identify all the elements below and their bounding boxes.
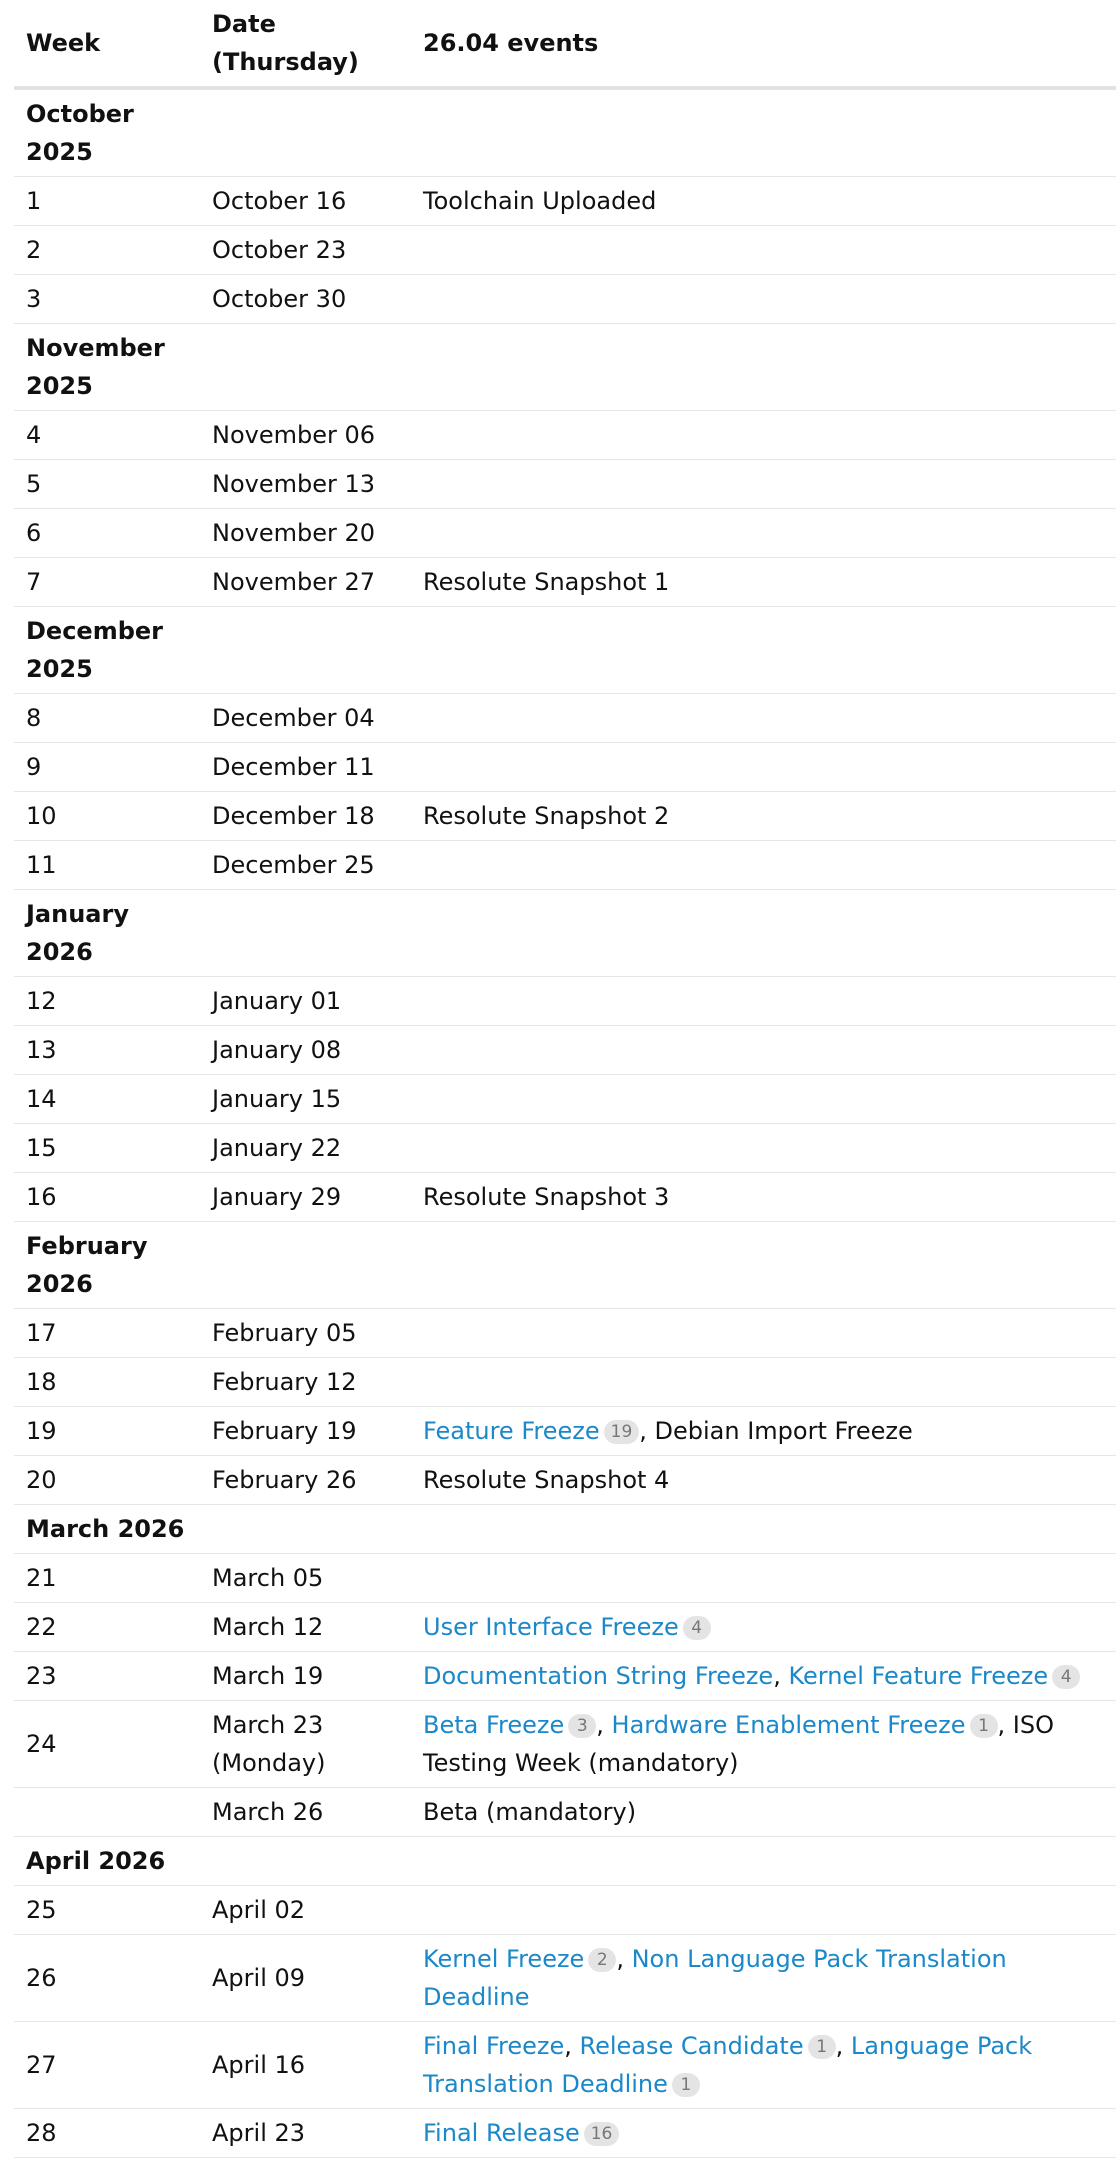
- week-number: 4: [26, 421, 42, 449]
- week-events: [411, 1075, 1116, 1124]
- event-link[interactable]: User Interface Freeze: [423, 1613, 679, 1641]
- table-row: [14, 792, 1116, 841]
- week-number: 16: [26, 1183, 57, 1211]
- week-number: 11: [26, 851, 57, 879]
- week-number: 15: [26, 1134, 57, 1162]
- table-row: [14, 1026, 1116, 1075]
- bug-count-badge: 1: [808, 2035, 836, 2059]
- week-events: [411, 460, 1116, 509]
- month-label: October 2025: [26, 100, 134, 166]
- bug-count-badge: 19: [604, 1420, 640, 1444]
- table-row: [14, 1554, 1116, 1603]
- table-row: [14, 226, 1116, 275]
- event-text: , Debian Import Freeze: [639, 1417, 913, 1445]
- event-link[interactable]: Feature Freeze: [423, 1417, 600, 1445]
- week-events: [411, 177, 1116, 226]
- table-row: [14, 1603, 1116, 1652]
- week-events: [411, 509, 1116, 558]
- week-number: 28: [26, 2119, 57, 2147]
- week-events: [411, 226, 1116, 275]
- table-row: [14, 1652, 1116, 1701]
- table-row: [14, 411, 1116, 460]
- month-row: [14, 88, 1116, 177]
- bug-count-badge: 1: [970, 1714, 998, 1738]
- week-date: March 23 (Monday): [212, 1711, 326, 1777]
- week-events: [411, 743, 1116, 792]
- week-number: 24: [26, 1730, 57, 1758]
- week-events: [411, 1603, 1116, 1652]
- table-row: [14, 1358, 1116, 1407]
- table-row: [14, 1309, 1116, 1358]
- week-events: [411, 2022, 1116, 2109]
- bug-count-badge: 2: [588, 1948, 616, 1972]
- table-row: [14, 841, 1116, 890]
- month-row: [14, 1837, 1116, 1886]
- week-events: [411, 275, 1116, 324]
- event-text: ,: [835, 2032, 851, 2060]
- week-number: 5: [26, 470, 42, 498]
- week-number: 1: [26, 187, 42, 215]
- table-row: [14, 1935, 1116, 2022]
- week-number: 2: [26, 236, 42, 264]
- table-row: [14, 2109, 1116, 2158]
- week-number: 7: [26, 568, 42, 596]
- week-number: 6: [26, 519, 42, 547]
- week-events: [411, 2109, 1116, 2158]
- bug-count-badge: 4: [683, 1616, 711, 1640]
- table-header-row: [14, 0, 1116, 88]
- week-date: December 04: [212, 704, 375, 732]
- month-row: [14, 1222, 1116, 1309]
- week-events: [411, 1407, 1116, 1456]
- event-link[interactable]: Release Candidate: [579, 2032, 804, 2060]
- week-number: 13: [26, 1036, 57, 1064]
- table-row: [14, 509, 1116, 558]
- table-row: [14, 1075, 1116, 1124]
- event-link[interactable]: Kernel Feature Freeze: [788, 1662, 1049, 1690]
- table-row: [14, 558, 1116, 607]
- week-date: March 05: [212, 1564, 324, 1592]
- week-date: February 05: [212, 1319, 357, 1347]
- week-events: [411, 1554, 1116, 1603]
- week-number: 14: [26, 1085, 57, 1113]
- week-events: [411, 1935, 1116, 2022]
- table-row: [14, 460, 1116, 509]
- week-date: April 02: [212, 1896, 306, 1924]
- week-date: April 23: [212, 2119, 306, 2147]
- week-number: 3: [26, 285, 42, 313]
- event-text: ,: [596, 1711, 612, 1739]
- week-date: February 26: [212, 1466, 357, 1494]
- week-events: [411, 411, 1116, 460]
- event-text: Resolute Snapshot 1: [423, 568, 670, 596]
- week-date: October 30: [212, 285, 347, 313]
- week-date: March 12: [212, 1613, 324, 1641]
- week-date: March 26: [212, 1798, 324, 1826]
- bug-count-badge: 16: [584, 2122, 620, 2146]
- week-number: 22: [26, 1613, 57, 1641]
- header-date: Date (Thursday): [212, 10, 359, 76]
- event-text: ,: [564, 2032, 580, 2060]
- month-label: March 2026: [26, 1515, 185, 1543]
- week-number: 25: [26, 1896, 57, 1924]
- event-link[interactable]: Hardware Enablement Freeze: [611, 1711, 966, 1739]
- month-label: January 2026: [26, 900, 129, 966]
- bug-count-badge: 3: [568, 1714, 596, 1738]
- week-date: November 27: [212, 568, 376, 596]
- event-link[interactable]: Final Release: [423, 2119, 580, 2147]
- event-text: Resolute Snapshot 3: [423, 1183, 670, 1211]
- week-number: 26: [26, 1964, 57, 1992]
- week-date: March 19: [212, 1662, 324, 1690]
- month-row: [14, 1505, 1116, 1554]
- week-events: [411, 1309, 1116, 1358]
- table-row: [14, 1886, 1116, 1935]
- event-link[interactable]: Final Freeze: [423, 2032, 565, 2060]
- event-text: Toolchain Uploaded: [423, 187, 657, 215]
- week-date: December 11: [212, 753, 375, 781]
- week-number: 9: [26, 753, 42, 781]
- event-link[interactable]: Documentation String Freeze: [423, 1662, 774, 1690]
- week-date: November 06: [212, 421, 376, 449]
- table-row: [14, 1124, 1116, 1173]
- week-events: [411, 1652, 1116, 1701]
- week-events: [411, 1173, 1116, 1222]
- week-events: [411, 792, 1116, 841]
- event-text: Beta (mandatory): [423, 1798, 637, 1826]
- week-events: [411, 1701, 1116, 1788]
- week-date: November 13: [212, 470, 376, 498]
- table-row: [14, 177, 1116, 226]
- month-row: [14, 890, 1116, 977]
- week-events: [411, 1358, 1116, 1407]
- week-events: [411, 1124, 1116, 1173]
- table-row: [14, 275, 1116, 324]
- week-date: January 22: [212, 1134, 342, 1162]
- week-events: [411, 1886, 1116, 1935]
- month-label: December 2025: [26, 617, 164, 683]
- week-number: 27: [26, 2051, 57, 2079]
- week-number: 23: [26, 1662, 57, 1690]
- event-link[interactable]: Beta Freeze: [423, 1711, 565, 1739]
- week-date: October 23: [212, 236, 347, 264]
- event-link[interactable]: Kernel Freeze: [423, 1945, 585, 1973]
- table-row: [14, 2022, 1116, 2109]
- schedule-body: [14, 88, 1116, 2158]
- week-date: February 12: [212, 1368, 357, 1396]
- table-row: [14, 1456, 1116, 1505]
- event-text: ,: [616, 1945, 632, 1973]
- week-number: 21: [26, 1564, 57, 1592]
- week-events: [411, 1788, 1116, 1837]
- week-number: 12: [26, 987, 57, 1015]
- table-row: [14, 977, 1116, 1026]
- event-text: ,: [773, 1662, 789, 1690]
- week-date: April 09: [212, 1964, 306, 1992]
- table-row: [14, 1407, 1116, 1456]
- week-number: 18: [26, 1368, 57, 1396]
- table-row: [14, 1788, 1116, 1837]
- header-events: 26.04 events: [423, 29, 599, 57]
- week-number: 10: [26, 802, 57, 830]
- week-events: [411, 977, 1116, 1026]
- week-date: January 15: [212, 1085, 342, 1113]
- week-date: November 20: [212, 519, 376, 547]
- table-row: [14, 1173, 1116, 1222]
- week-date: February 19: [212, 1417, 357, 1445]
- week-number: 17: [26, 1319, 57, 1347]
- bug-count-badge: 4: [1052, 1665, 1080, 1689]
- table-row: [14, 743, 1116, 792]
- month-row: [14, 324, 1116, 411]
- week-number: 19: [26, 1417, 57, 1445]
- week-date: January 29: [212, 1183, 342, 1211]
- week-date: October 16: [212, 187, 347, 215]
- week-events: [411, 1026, 1116, 1075]
- table-row: [14, 694, 1116, 743]
- event-text: Resolute Snapshot 2: [423, 802, 670, 830]
- event-text: , ISO Testing Week (mandatory): [423, 1711, 1054, 1777]
- week-date: January 08: [212, 1036, 342, 1064]
- week-date: January 01: [212, 987, 342, 1015]
- week-date: April 16: [212, 2051, 306, 2079]
- event-link[interactable]: Non Language Pack Translation Deadline: [423, 1945, 1007, 2011]
- month-label: November 2025: [26, 334, 165, 400]
- week-number: 8: [26, 704, 42, 732]
- month-label: April 2026: [26, 1847, 166, 1875]
- week-events: [411, 1456, 1116, 1505]
- week-date: December 18: [212, 802, 375, 830]
- event-text: Resolute Snapshot 4: [423, 1466, 670, 1494]
- header-week: Week: [26, 29, 101, 57]
- month-label: February 2026: [26, 1232, 148, 1298]
- month-row: [14, 607, 1116, 694]
- release-schedule-table: [14, 0, 1116, 2158]
- bug-count-badge: 1: [672, 2073, 700, 2097]
- week-number: [14, 1788, 200, 1837]
- week-events: [411, 558, 1116, 607]
- week-date: December 25: [212, 851, 375, 879]
- table-row: [14, 1701, 1116, 1788]
- week-number: 20: [26, 1466, 57, 1494]
- week-events: [411, 841, 1116, 890]
- week-events: [411, 694, 1116, 743]
- event-link[interactable]: Language Pack Translation Deadline: [423, 2032, 1033, 2098]
